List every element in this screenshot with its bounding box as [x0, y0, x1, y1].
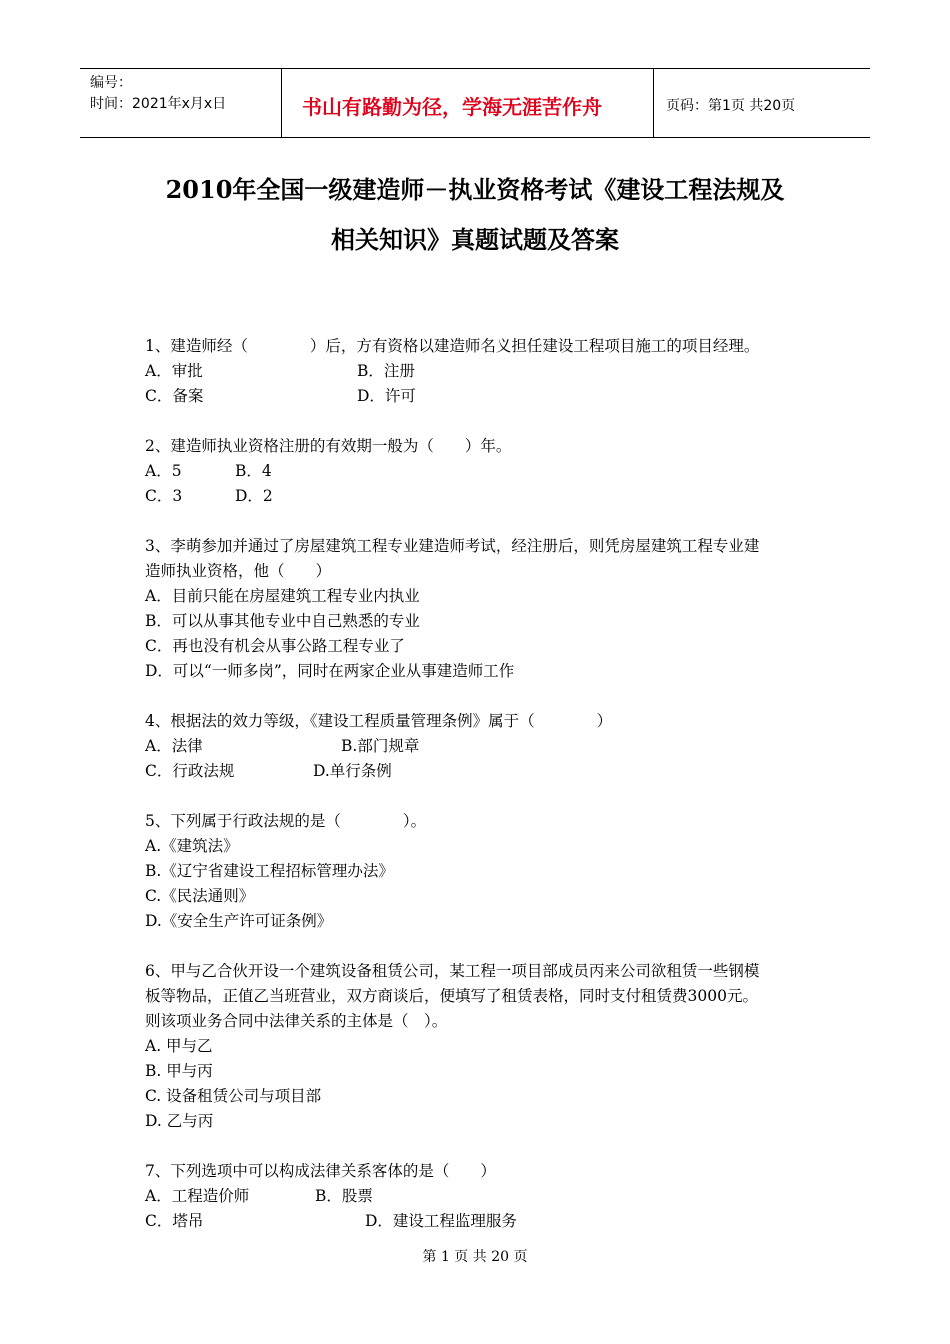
- option-b: B．注册: [357, 362, 415, 380]
- option-b: B．可以从事其他专业中自己熟悉的专业: [145, 612, 420, 630]
- option-c: C. 设备租赁公司与项目部: [145, 1087, 322, 1105]
- option-row: [145, 1184, 825, 1209]
- option-row: [145, 759, 825, 784]
- option-d: D．2: [235, 487, 273, 505]
- question-stem: 6、甲与乙合伙开设一个建筑设备租赁公司，某工程一项目部成员丙来公司欲租赁一些钢模: [145, 962, 760, 980]
- option-a: A. 甲与乙: [145, 1037, 213, 1055]
- document-date: 时间：2021年x月x日: [90, 96, 227, 112]
- question-4: [145, 709, 825, 784]
- option-c: C．行政法规: [145, 762, 235, 780]
- header-page-cell: [654, 69, 870, 137]
- question-stem: 5、下列属于行政法规的是（ ）。: [145, 812, 427, 830]
- option-row: [145, 359, 825, 384]
- option-d: D.《安全生产许可证条例》: [145, 912, 333, 930]
- option-c: C．塔吊: [145, 1212, 204, 1230]
- option-d: D．建设工程监理服务: [365, 1212, 517, 1230]
- option-row: [145, 384, 825, 409]
- option-c: C．再也没有机会从事公路工程专业了: [145, 637, 405, 655]
- option-row: [145, 734, 825, 759]
- option-d: D．许可: [357, 387, 416, 405]
- question-stem: 7、下列选项中可以构成法律关系客体的是（ ）: [145, 1162, 496, 1180]
- document-title-line-1: 2010年全国一级建造师－执业资格考试《建设工程法规及: [165, 175, 785, 204]
- page-header: [80, 68, 870, 138]
- question-6: [145, 959, 825, 1134]
- option-b: B. 甲与丙: [145, 1062, 213, 1080]
- question-stem-continued: 造师执业资格，他（ ）: [145, 562, 332, 580]
- option-d: D．可以“一师多岗”，同时在两家企业从事建造师工作: [145, 662, 515, 680]
- option-a: A．目前只能在房屋建筑工程专业内执业: [145, 587, 420, 605]
- question-5: [145, 809, 825, 934]
- header-motto-cell: [282, 69, 654, 137]
- question-stem-continued: 则该项业务合同中法律关系的主体是（ ）。: [145, 1012, 448, 1030]
- question-2: [145, 434, 825, 509]
- option-b: B．4: [235, 462, 272, 480]
- page-footer: 第 1 页 共 20 页: [422, 1249, 528, 1265]
- header-page-info: 页码：第1页 共20页: [666, 98, 796, 114]
- option-d: D. 乙与丙: [145, 1112, 214, 1130]
- question-stem: 1、建造师经（ ）后，方有资格以建造师名义担任建设工程项目施工的项目经理。: [145, 337, 760, 355]
- document-title-line-2: 相关知识》真题试题及答案: [331, 225, 619, 254]
- option-b: B.《辽宁省建设工程招标管理办法》: [145, 862, 394, 880]
- option-a: A．法律: [145, 737, 203, 755]
- question-stem-continued: 板等物品，正值乙当班营业，双方商谈后，便填写了租赁表格，同时支付租赁费3000元。: [145, 987, 758, 1005]
- header-meta-cell: [80, 69, 282, 137]
- option-a: A．5: [145, 462, 182, 480]
- option-a: A．工程造价师: [145, 1187, 250, 1205]
- option-c: C.《民法通则》: [145, 887, 255, 905]
- document-number-label: 编号：: [90, 75, 132, 91]
- option-c: C．3: [145, 487, 183, 505]
- option-b: B.部门规章: [341, 737, 420, 755]
- motto-text: 书山有路勤为径，学海无涯苦作舟: [302, 95, 602, 119]
- option-row: [145, 484, 825, 509]
- option-c: C．备案: [145, 387, 204, 405]
- option-row: [145, 459, 825, 484]
- question-stem: 4、根据法的效力等级，《建设工程质量管理条例》属于（ ）: [145, 712, 613, 730]
- question-list: [145, 334, 825, 1259]
- option-d: D.单行条例: [313, 762, 392, 780]
- option-a: A.《建筑法》: [145, 837, 239, 855]
- question-stem: 2、建造师执业资格注册的有效期一般为（ ）年。: [145, 437, 512, 455]
- question-3: [145, 534, 825, 684]
- option-a: A．审批: [145, 362, 203, 380]
- option-b: B．股票: [315, 1187, 373, 1205]
- option-row: [145, 1209, 825, 1234]
- question-1: [145, 334, 825, 409]
- question-7: [145, 1159, 825, 1234]
- question-stem: 3、李萌参加并通过了房屋建筑工程专业建造师考试，经注册后，则凭房屋建筑工程专业建: [145, 537, 760, 555]
